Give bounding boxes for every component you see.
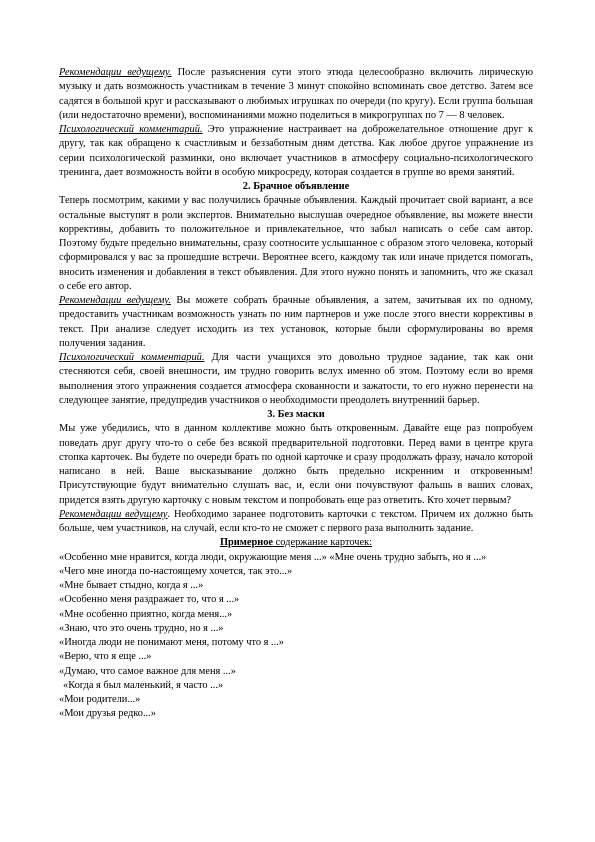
- section3-title: 3. Без маски: [267, 409, 325, 420]
- intro-text: После разъяснения сути этого этюда целесообразно включить лирическую музыку и дать возможность участникам в течение 3 минут спокойно вспоминать свое детство. Затем все садятся в большой круг и рассказывают о любимых игрушках по очереди (по кругу). Если группа большая (или недостаточно времени), воспоминаниями можно поделиться в микрогруппах по 7 — 8 человек.: [59, 67, 533, 121]
- card-item: «Чего мне иногда по-настоящему хочется, так это...»: [59, 565, 293, 577]
- cards-title-bold: Примерное: [219, 537, 274, 549]
- section3-rec-text: . Необходимо заранее подготовить карточки с текстом. Причем их должно быть больше, чем участников, на случай, если кто-то не сможет с первого раза выполнить задание.: [59, 508, 533, 534]
- comment1-text: Это упражнение настраивает на доброжелательное отношение друг к другу, так как обращено к счастливым и беззаботным дням детства. Как любое другое упражнение из серии психологической разминки, оно включает участников в атмосферу социально-психологического тренинга, дает возможность войти в особую микросреду, которая создается в группе во время занятий.: [59, 124, 533, 178]
- card-item: «Верю, что я еще ...»: [59, 651, 152, 663]
- section2-comment-text: Для части учащихся это довольно трудное задание, так как они стесняются себя, своей внешности, им трудно говорить вслух именно об этом. Поэтому если во время выполнения этого упражнения создается атмосфера скованности и зажатости, то его нужно перенести на следующее занятие, предупредив участников о необходимости преодолеть внутренний барьер.: [59, 352, 534, 406]
- document-page: [59, 66, 533, 722]
- card-item: «Иногда люди не понимают меня, потому что я ...»: [59, 637, 284, 648]
- section2-comment-lead: Психологический комментарий.: [59, 352, 205, 363]
- section3-paragraph: Мы уже убедились, что в данном коллективе можно быть откровенным. Давайте еще раз попробуем поведать друг другу что-то о себе без всякой предварительной подготовки. Перед вами в центре круга стопка карточек. Вы будете по очереди брать по одной карточке и сразу продолжать фразу, начало которой написано в ней. Ваше высказывание должно быть предельно искренним и откровенным! Присутствующие будут внимательно слушать вас, и, если они почувствуют фальшь в ваших словах, придется взять другую карточку с новым текстом и попробовать еще раз ответить. Кто хочет первым?: [59, 423, 533, 506]
- card-item: «Особенно меня раздражает то, что я ...»: [59, 594, 240, 606]
- cards-title: [59, 536, 533, 550]
- card-item: «Мои друзья редко...»: [59, 708, 156, 720]
- card-item: «Думаю, что самое важное для меня ...»: [59, 665, 236, 677]
- card-item: «Мои родители...»: [59, 694, 141, 705]
- intro-lead: Рекомендации ведущему.: [59, 67, 172, 78]
- card-item: «Мне особенно приятно, когда меня...»: [59, 608, 233, 620]
- comment1-paragraph: [59, 123, 533, 180]
- section2-recommendation: [59, 294, 533, 351]
- card-item: «Знаю, что это очень трудно, но я ...»: [59, 622, 224, 634]
- card-item: «Мне бывает стыдно, когда я ...»: [59, 580, 204, 591]
- section2-title: 2. Брачное объявление: [242, 181, 350, 192]
- section3-recommendation: [59, 508, 533, 537]
- section2-rec-lead: Рекомендации ведущему.: [59, 295, 171, 306]
- section2-paragraph: Теперь посмотрим, какими у вас получились брачные объявления. Каждый прочитает свой вариант, а все остальные выступят в роли экспертов. Внимательно выслушав очередное объявление, вы можете внести коррективы, добавить то положительное и привлекательное, что забыл написать о себе сам автор. Поэтому будьте предельно внимательны, сразу соотносите услышанное с образом этого человека, который сформировался у вас за прошедшие встречи. Вероятнее всего, каждому так или иначе придется помогать, вносить изменения и добавления в текст объявления. Для этого нужно понять и запомнить, что же сказал о себе его автор.: [59, 195, 533, 292]
- section3-rec-lead: Рекомендации ведущему: [59, 508, 168, 520]
- card-item: «Особенно мне нравится, когда люди, окружающие меня ...» «Мне очень трудно забыть, но я ...»: [59, 551, 487, 563]
- card-item: «Когда я был маленький, я часто ...»: [63, 679, 224, 691]
- section2-rec-text: Вы можете собрать брачные объявления, а затем, зачитывая их по одному, предоставить участникам возможность узнать по ним партнеров и уже после этого внести коррективы в текст. При анализе следует исходить из тех установок, которые были сформулированы во время получения задания.: [59, 295, 533, 349]
- intro-paragraph: [59, 66, 533, 123]
- comment1-lead: Психологический комментарий.: [59, 124, 203, 135]
- section2-comment: [59, 351, 533, 408]
- cards-title-rest: содержание карточек:: [273, 537, 373, 549]
